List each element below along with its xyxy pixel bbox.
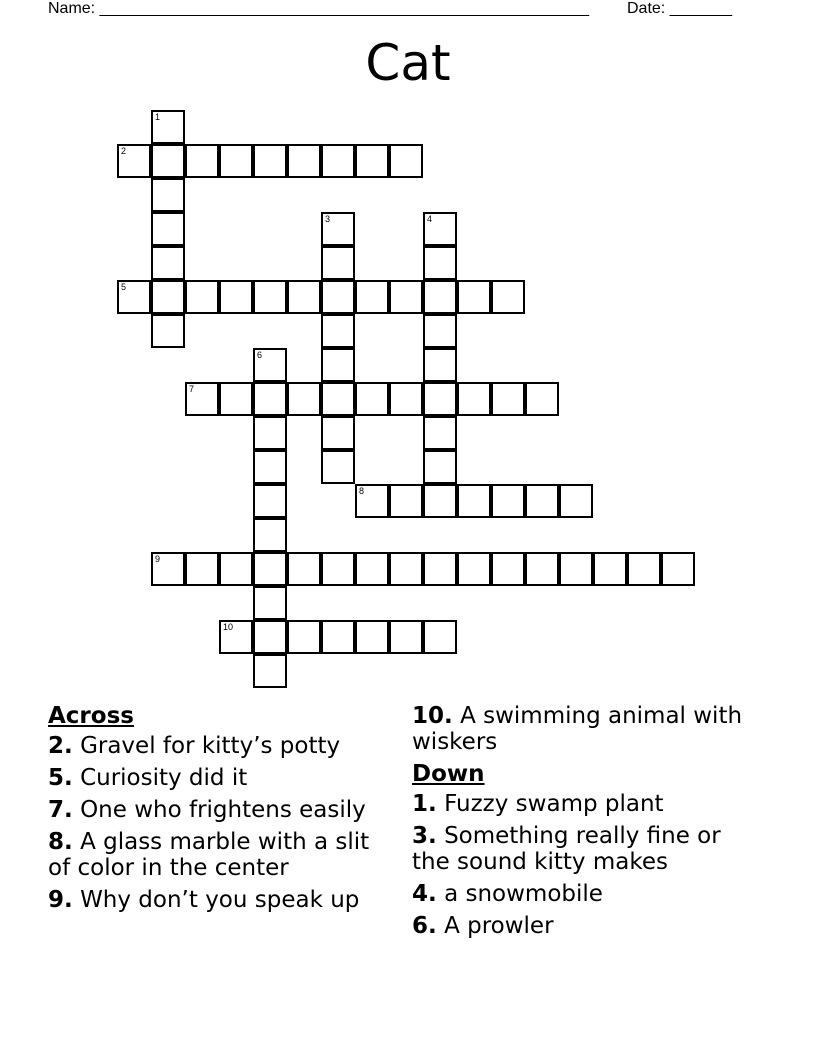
grid-cell[interactable]: [559, 484, 593, 518]
clue-across-10: [412, 703, 752, 755]
cell-number: 1: [155, 112, 161, 122]
clue-number: 1.: [412, 791, 437, 817]
grid-cell[interactable]: [423, 314, 457, 348]
cell-number: 4: [427, 214, 433, 224]
clue-across-2: [48, 733, 393, 759]
clue-across-5: [48, 765, 393, 791]
clue-number: 5.: [48, 765, 73, 791]
clue-text: Something really fine or the sound kitty makes: [412, 823, 721, 875]
grid-cell[interactable]: [559, 552, 593, 586]
clue-number: 2.: [48, 733, 73, 759]
clue-number: 10.: [412, 703, 453, 729]
grid-cell[interactable]: [525, 484, 559, 518]
clue-text: A swimming animal with wiskers: [412, 703, 743, 755]
grid-cell[interactable]: [151, 246, 185, 280]
grid-cell[interactable]: [321, 314, 355, 348]
grid-cell[interactable]: [287, 280, 321, 314]
grid-cell[interactable]: [355, 484, 389, 518]
grid-cell[interactable]: [423, 348, 457, 382]
clue-across-9: [48, 887, 393, 913]
grid-cell[interactable]: [151, 280, 185, 314]
grid-cell[interactable]: [423, 382, 457, 416]
grid-cell[interactable]: [355, 144, 389, 178]
grid-cell[interactable]: [423, 552, 457, 586]
grid-cell[interactable]: [151, 212, 185, 246]
cell-number: 2: [121, 146, 127, 156]
grid-cell[interactable]: [491, 382, 525, 416]
grid-cell[interactable]: [491, 280, 525, 314]
grid-cell[interactable]: [457, 280, 491, 314]
grid-cell[interactable]: [253, 382, 287, 416]
grid-cell[interactable]: [253, 484, 287, 518]
name-blank: _______________________________________________________: [99, 0, 589, 17]
grid-cell[interactable]: [389, 382, 423, 416]
grid-cell[interactable]: [253, 586, 287, 620]
grid-cell[interactable]: [287, 552, 321, 586]
grid-cell[interactable]: [253, 416, 287, 450]
cell-number: 6: [257, 350, 263, 360]
grid-cell[interactable]: [389, 484, 423, 518]
name-label: Name:: [48, 0, 96, 17]
grid-cell[interactable]: [389, 144, 423, 178]
clues-column-left: [48, 703, 393, 919]
grid-cell[interactable]: [423, 212, 457, 246]
clue-text: Why don’t you speak up: [80, 887, 360, 913]
grid-cell[interactable]: [117, 280, 151, 314]
grid-cell[interactable]: [185, 552, 219, 586]
clues-column-right: [412, 703, 752, 945]
grid-cell[interactable]: [321, 280, 355, 314]
grid-cell[interactable]: [423, 416, 457, 450]
clue-number: 7.: [48, 797, 73, 823]
grid-cell[interactable]: [627, 552, 661, 586]
cell-number: 3: [325, 214, 331, 224]
grid-cell[interactable]: [219, 280, 253, 314]
grid-cell[interactable]: [389, 620, 423, 654]
grid-cell[interactable]: [389, 280, 423, 314]
grid-cell[interactable]: [321, 552, 355, 586]
grid-cell[interactable]: [355, 382, 389, 416]
grid-cell[interactable]: [321, 450, 355, 484]
grid-cell[interactable]: [525, 552, 559, 586]
grid-cell[interactable]: [525, 382, 559, 416]
grid-cell[interactable]: [253, 552, 287, 586]
grid-cell[interactable]: [355, 552, 389, 586]
grid-cell[interactable]: [219, 552, 253, 586]
cell-number: 9: [155, 554, 161, 564]
across-heading: Across: [48, 703, 134, 729]
cell-number: 7: [189, 384, 195, 394]
grid-cell[interactable]: [491, 484, 525, 518]
grid-cell[interactable]: [321, 348, 355, 382]
grid-cell[interactable]: [151, 552, 185, 586]
grid-cell[interactable]: [423, 246, 457, 280]
grid-cell[interactable]: [321, 144, 355, 178]
grid-cell[interactable]: [661, 552, 695, 586]
clue-number: 3.: [412, 823, 437, 849]
clue-across-7: [48, 797, 393, 823]
grid-cell[interactable]: [457, 382, 491, 416]
clue-text: A glass marble with a slit of color in the center: [48, 829, 370, 881]
cell-number: 5: [121, 282, 127, 292]
grid-cell[interactable]: [389, 552, 423, 586]
grid-cell[interactable]: [219, 144, 253, 178]
grid-cell[interactable]: [457, 484, 491, 518]
grid-cell[interactable]: [321, 382, 355, 416]
clue-number: 4.: [412, 881, 437, 907]
clue-text: a snowmobile: [444, 881, 603, 907]
grid-cell[interactable]: [423, 484, 457, 518]
cell-number: 8: [359, 486, 365, 496]
clue-text: One who frightens easily: [80, 797, 366, 823]
grid-cell[interactable]: [423, 450, 457, 484]
grid-cell[interactable]: [321, 416, 355, 450]
grid-cell[interactable]: [117, 144, 151, 178]
grid-cell[interactable]: [185, 144, 219, 178]
grid-cell[interactable]: [151, 144, 185, 178]
grid-cell[interactable]: [185, 382, 219, 416]
clue-number: 9.: [48, 887, 73, 913]
clue-text: Gravel for kitty’s potty: [80, 733, 341, 759]
grid-cell[interactable]: [355, 280, 389, 314]
grid-cell[interactable]: [253, 450, 287, 484]
grid-cell[interactable]: [151, 110, 185, 144]
grid-cell[interactable]: [253, 144, 287, 178]
grid-cell[interactable]: [219, 382, 253, 416]
cell-number: 10: [223, 622, 234, 632]
clue-text: Fuzzy swamp plant: [444, 791, 664, 817]
grid-cell[interactable]: [355, 620, 389, 654]
clue-number: 6.: [412, 913, 437, 939]
clue-text: A prowler: [444, 913, 554, 939]
clue-down-6: [412, 913, 752, 939]
date-blank: _______: [669, 0, 732, 17]
down-heading: Down: [412, 761, 485, 787]
grid-cell[interactable]: [423, 280, 457, 314]
grid-cell[interactable]: [423, 620, 457, 654]
grid-cell[interactable]: [321, 212, 355, 246]
clue-text: Curiosity did it: [80, 765, 248, 791]
grid-cell[interactable]: [593, 552, 627, 586]
grid-cell[interactable]: [287, 620, 321, 654]
clue-down-1: [412, 791, 752, 817]
grid-cell[interactable]: [253, 280, 287, 314]
grid-cell[interactable]: [253, 620, 287, 654]
grid-cell[interactable]: [151, 178, 185, 212]
clue-down-4: [412, 881, 752, 907]
grid-cell[interactable]: [457, 552, 491, 586]
grid-cell[interactable]: [151, 314, 185, 348]
clue-number: 8.: [48, 829, 73, 855]
grid-cell[interactable]: [287, 144, 321, 178]
grid-cell[interactable]: [491, 552, 525, 586]
grid-cell[interactable]: [253, 654, 287, 688]
date-label: Date:: [627, 0, 666, 17]
clue-down-3: [412, 823, 752, 875]
clue-across-8: [48, 829, 393, 881]
grid-cell[interactable]: [219, 620, 253, 654]
grid-cell[interactable]: [321, 246, 355, 280]
puzzle-title: Cat: [365, 34, 451, 92]
grid-cell[interactable]: [253, 348, 287, 382]
grid-cell[interactable]: [253, 518, 287, 552]
grid-cell[interactable]: [185, 280, 219, 314]
grid-cell[interactable]: [287, 382, 321, 416]
grid-cell[interactable]: [321, 620, 355, 654]
